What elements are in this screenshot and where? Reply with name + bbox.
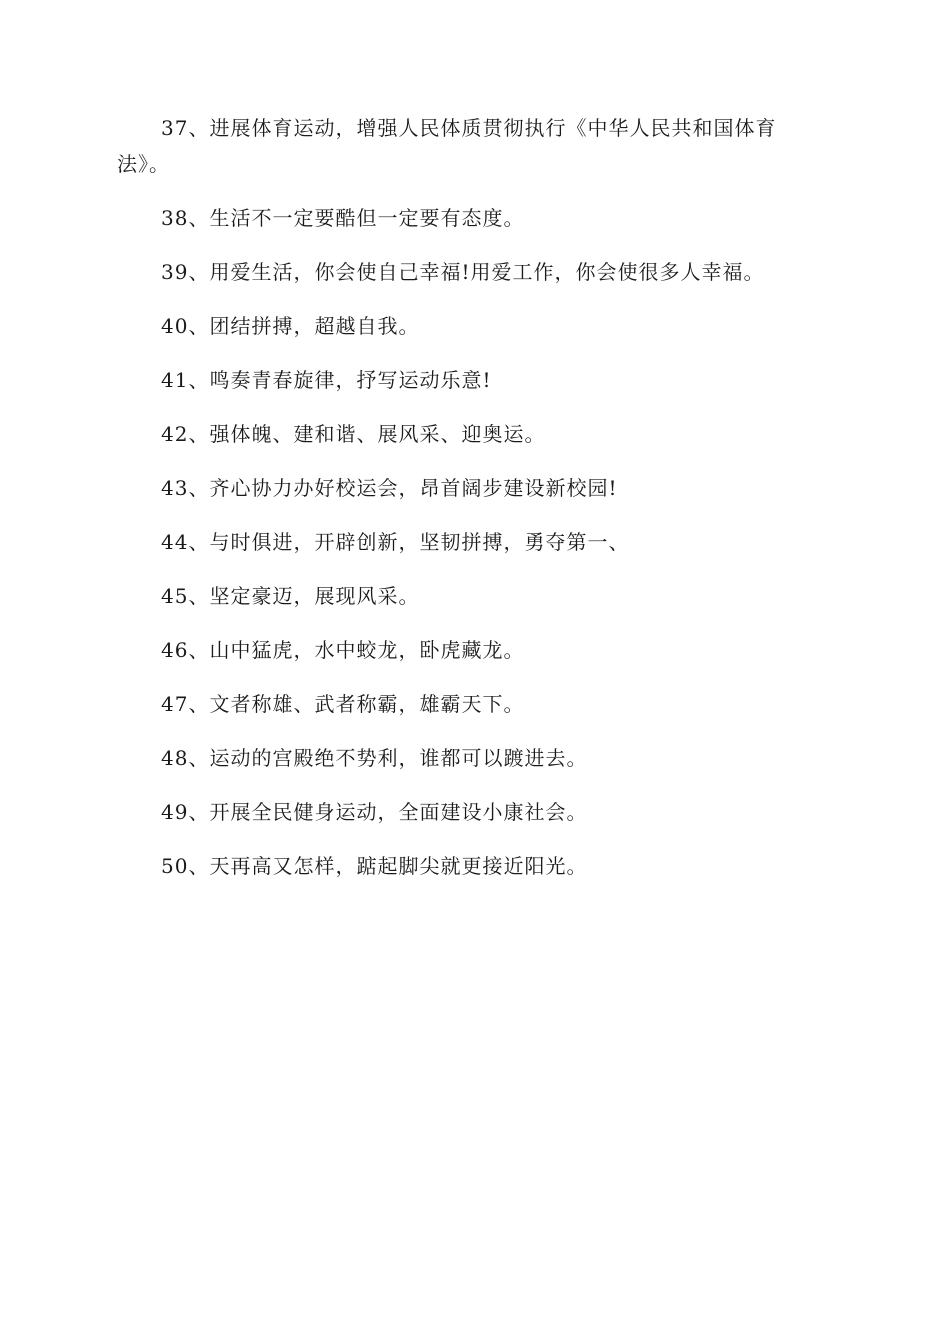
slogan-paragraph: 45、坚定豪迈，展现风采。 xyxy=(161,584,420,608)
slogan-paragraph: 43、齐心协力办好校运会，昂首阔步建设新校园! xyxy=(161,476,618,500)
slogan-paragraph: 41、鸣奏青春旋律，抒写运动乐意! xyxy=(161,368,492,392)
document-body xyxy=(117,110,817,902)
slogan-paragraph: 46、山中猛虎，水中蛟龙，卧虎藏龙。 xyxy=(161,638,525,662)
slogan-paragraph: 38、生活不一定要酷但一定要有态度。 xyxy=(161,206,525,230)
slogan-paragraph: 47、文者称雄、武者称霸，雄霸天下。 xyxy=(161,692,525,716)
slogan-paragraph: 39、用爱生活，你会使自己幸福!用爱工作，你会使很多人幸福。 xyxy=(161,260,765,284)
slogan-paragraph: 40、团结拼搏，超越自我。 xyxy=(161,314,420,338)
slogan-paragraph: 42、强体魄、建和谐、展风采、迎奥运。 xyxy=(161,422,546,446)
slogan-paragraph: 44、与时俱进，开辟创新，坚韧拼搏，勇夺第一、 xyxy=(161,530,630,554)
slogan-paragraph: 49、开展全民健身运动，全面建设小康社会。 xyxy=(161,800,588,824)
slogan-paragraph: 50、天再高又怎样，踮起脚尖就更接近阳光。 xyxy=(161,854,588,878)
slogan-paragraph: 37、进展体育运动，增强人民体质贯彻执行《中华人民共和国体育法》。 xyxy=(117,116,777,176)
slogan-paragraph: 48、运动的宫殿绝不势利，谁都可以踱进去。 xyxy=(161,746,588,770)
